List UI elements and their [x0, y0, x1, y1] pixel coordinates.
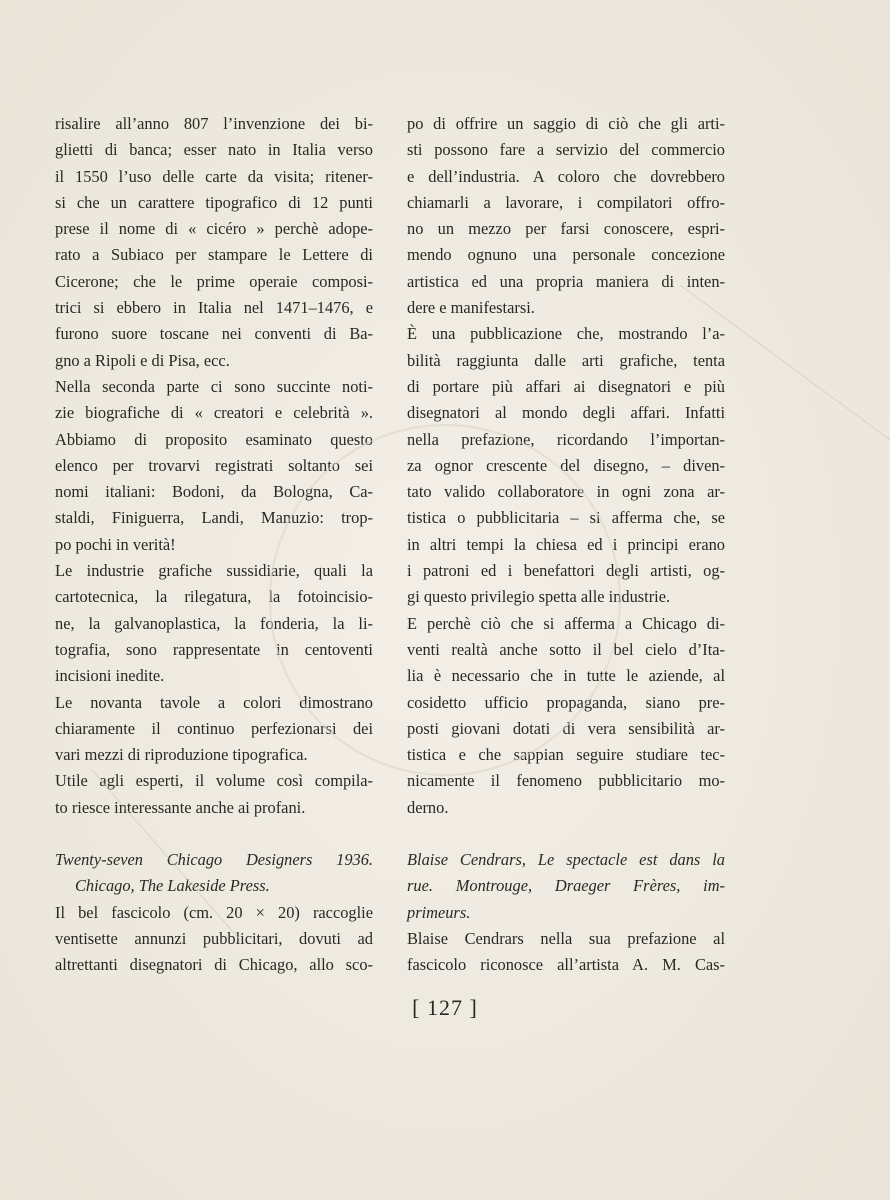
paragraph-saggio-artisti — [407, 111, 725, 321]
paragraph-pubblicazione — [407, 321, 725, 610]
text-line: Twenty-seven Chicago Designers 1936. — [55, 850, 373, 870]
text-line: vari mezzi di riproduzione tipografica. — [55, 745, 308, 765]
paragraph-utile-esperti — [55, 768, 373, 821]
text-line: tografia, sono rappresentate in centoventi — [55, 639, 373, 659]
paragraph-bel-fascicolo — [55, 900, 373, 979]
text-line: incisioni inedite. — [55, 666, 165, 686]
text-line: tato valido collaboratore in ogni zona ar- — [407, 482, 725, 502]
text-line: mendo ognuno una personale concezione — [407, 245, 725, 265]
text-line: Cicerone; che le prime operaie composi- — [55, 271, 373, 291]
text-line: derno. — [407, 797, 449, 817]
text-line: cartotecnica, la rilegatura, la fotoincisio- — [55, 587, 373, 607]
review-heading-cendrars — [407, 847, 725, 926]
text-line: tistica e che sappian seguire studiare tec- — [407, 745, 725, 765]
text-line: prese il nome di « cicéro » perchè adope- — [55, 219, 373, 239]
text-line: cosidetto ufficio propaganda, siano pre- — [407, 692, 725, 712]
text-line: altrettanti disegnatori di Chicago, allo sco- — [55, 955, 373, 975]
text-line: È una pubblicazione che, mostrando l’a- — [407, 324, 725, 344]
text-line: i patroni ed i benefattori degli artisti, og- — [407, 561, 725, 581]
text-line: staldi, Finiguerra, Landi, Manuzio: trop- — [55, 508, 373, 528]
text-line: nella prefazione, ricordando l’importan- — [407, 429, 725, 449]
text-line: rato a Subiaco per stampare le Lettere di — [55, 245, 373, 265]
right-column — [407, 111, 725, 979]
text-line: posti giovani dotati di vera sensibilità ar- — [407, 718, 725, 738]
text-line: si che un carattere tipografico di 12 punti — [55, 192, 373, 212]
text-line: dere e manifestarsi. — [407, 298, 535, 318]
paragraph-invenzioni — [55, 111, 373, 374]
text-line: di portare più affari ai disegnatori e più — [407, 376, 725, 396]
text-line: Le novanta tavole a colori dimostrano — [55, 692, 373, 712]
text-line: e dell’industria. A coloro che dovrebbero — [407, 166, 725, 186]
text-line: disegnatori al mondo degli affari. Infatti — [407, 403, 725, 423]
text-line: ventisette annunzi pubblicitari, dovuti ad — [55, 928, 373, 948]
text-line: trici si ebbero in Italia nel 1471–1476, e — [55, 298, 373, 318]
text-line: venti realtà anche sotto il bel cielo d’Ita- — [407, 639, 725, 659]
text-line: gno a Ripoli e di Pisa, ecc. — [55, 350, 230, 370]
text-line: risalire all’anno 807 l’invenzione dei bi- — [55, 114, 373, 133]
text-line: bilità raggiunta dalle arti grafiche, tenta — [407, 350, 725, 370]
text-line: E perchè ciò che si afferma a Chicago di- — [407, 613, 725, 633]
text-line: nicamente il fenomeno pubblicitario mo- — [407, 771, 725, 791]
text-line: Nella seconda parte ci sono succinte noti- — [55, 376, 373, 396]
paragraph-tavole-colori — [55, 690, 373, 769]
section-gap — [407, 821, 725, 847]
text-line: elenco per trovarvi registrati soltanto sei — [55, 455, 373, 475]
paragraph-chicago-italia — [407, 611, 725, 821]
text-line: lia è necessario che in tutte le aziende, al — [407, 666, 725, 686]
text-line: no un mezzo per farsi conoscere, espri- — [407, 219, 725, 239]
text-line: Il bel fascicolo (cm. 20 × 20) raccoglie — [55, 902, 373, 922]
review-heading-chicago-designers — [55, 847, 373, 900]
text-line: Utile agli esperti, il volume così compila- — [55, 771, 373, 791]
text-line: nomi italiani: Bodoni, da Bologna, Ca- — [55, 482, 373, 502]
text-line: rue. Montrouge, Draeger Frères, im- — [407, 876, 725, 896]
text-line: in altri tempi la chiesa ed i principi erano — [407, 534, 725, 554]
text-line: zie biografiche di « creatori e celebrità ». — [55, 403, 373, 423]
text-line: ne, la galvanoplastica, la fonderia, la li- — [55, 613, 373, 633]
text-line: fascicolo riconosce all’artista A. M. Cas- — [407, 955, 725, 975]
text-line: glietti di banca; esser nato in Italia verso — [55, 140, 373, 160]
text-line: chiamarli a lavorare, i compilatori offro- — [407, 192, 725, 212]
text-line: artistica ed una propria maniera di inten- — [407, 271, 725, 291]
text-line: za ognor crescente del disegno, – diven- — [407, 455, 725, 475]
text-line: gi questo privilegio spetta alle industrie. — [407, 587, 671, 607]
left-column — [55, 111, 373, 979]
paragraph-biografie — [55, 374, 373, 558]
section-gap — [55, 821, 373, 847]
text-line: Blaise Cendrars, Le spectacle est dans la — [407, 850, 725, 870]
paragraph-cendrars-prefazione — [407, 926, 725, 979]
text-line: Le industrie grafiche sussidiarie, quali la — [55, 561, 373, 581]
text-line: primeurs. — [407, 902, 471, 922]
page-number: [ 127 ] — [412, 995, 478, 1020]
text-line: chiaramente il continuo perfezionarsi dei — [55, 718, 373, 738]
text-line: to riesce interessante anche ai profani. — [55, 797, 306, 817]
paragraph-industrie-sussidiarie — [55, 558, 373, 689]
text-line: sti possono fare a servizio del commercio — [407, 140, 725, 160]
text-line: Blaise Cendrars nella sua prefazione al — [407, 928, 725, 948]
text-line: po pochi in verità! — [55, 534, 176, 554]
text-line: Chicago, The Lakeside Press. — [75, 876, 270, 896]
text-line: po di offrire un saggio di ciò che gli arti- — [407, 114, 725, 133]
text-line: furono suore toscane nei conventi di Ba- — [55, 324, 373, 344]
text-line: Abbiamo di proposito esaminato questo — [55, 429, 373, 449]
text-line: tistica o pubblicitaria – si afferma che, se — [407, 508, 725, 528]
text-line: il 1550 l’uso delle carte da visita; ritener- — [55, 166, 373, 186]
